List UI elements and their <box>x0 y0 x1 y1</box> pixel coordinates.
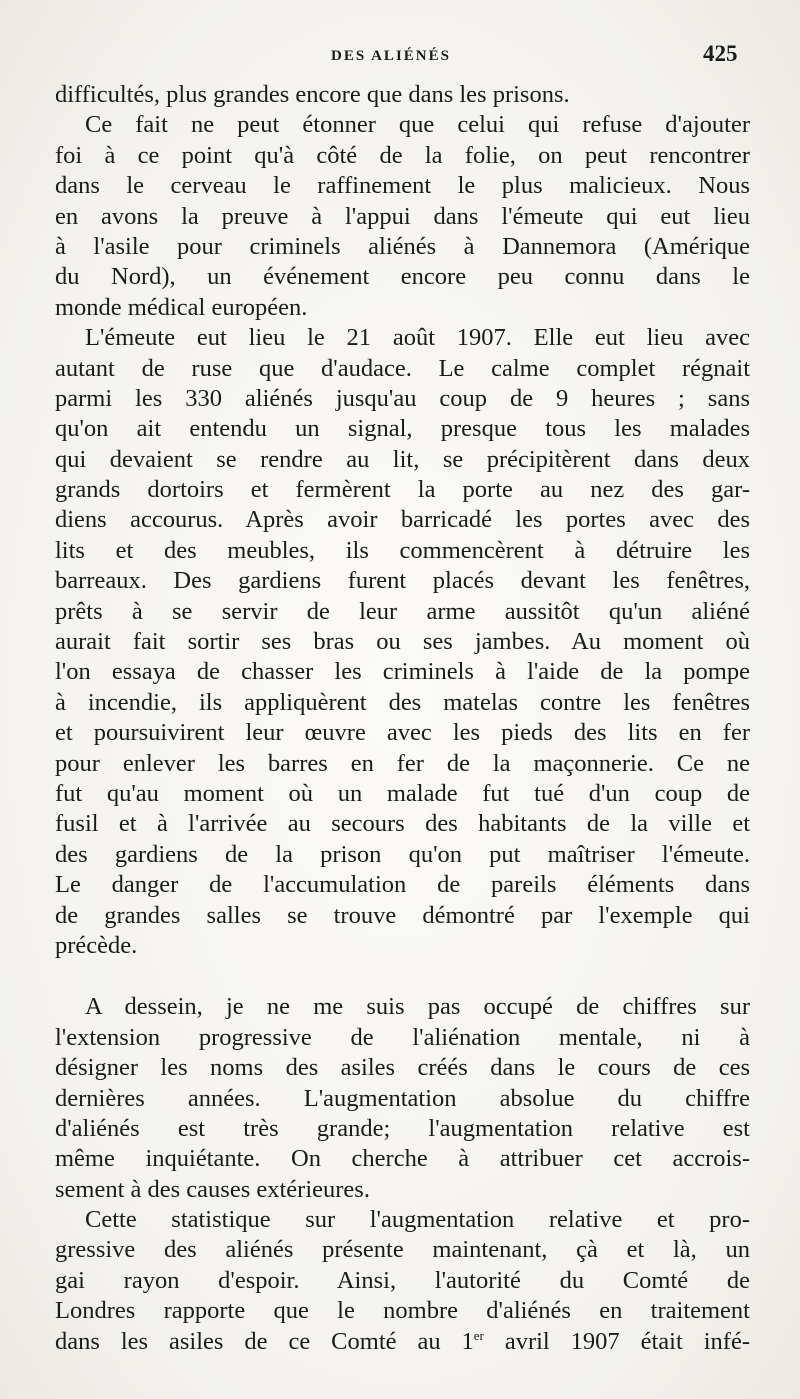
text-line: d'aliénés est très grande; l'augmentation relative est <box>55 1114 750 1142</box>
text-line: et poursuivirent leur œuvre avec les pieds des lits en fer <box>55 719 750 747</box>
text-line: Cette statistique sur l'augmentation relative et pro- <box>85 1206 750 1234</box>
text-line: Ce fait ne peut étonner que celui qui refuse d'ajouter <box>85 111 750 139</box>
text-line: des gardiens de la prison qu'on put maîtriser l'émeute. <box>55 840 750 868</box>
page-number: 425 <box>703 41 738 66</box>
text-fragment: avril 1907 était infé- <box>483 1327 750 1355</box>
text-line: désigner les noms des asiles créés dans le cours de ces <box>55 1054 750 1082</box>
text-line: lits et des meubles, ils commencèrent à détruire les <box>55 536 750 564</box>
text-line: dernières années. L'augmentation absolue du chiffre <box>55 1084 750 1112</box>
text-line: A dessein, je ne me suis pas occupé de chiffres sur <box>85 993 750 1021</box>
text-line: parmi les 330 aliénés jusqu'au coup de 9 heures ; sans <box>55 384 750 412</box>
text-line: qu'on ait entendu un signal, presque tous les malades <box>55 415 750 443</box>
text-line: pour enlever les barres en fer de la maçonnerie. Ce ne <box>55 749 750 777</box>
text-line: autant de ruse que d'audace. Le calme complet régnait <box>55 354 750 382</box>
text-line: fut qu'au moment où un malade fut tué d'un coup de <box>55 779 750 807</box>
text-line: grands dortoirs et fermèrent la porte au nez des gar- <box>55 476 750 504</box>
body-text <box>55 80 750 1357</box>
text-line: en avons la preuve à l'appui dans l'émeute qui eut lieu <box>55 202 750 230</box>
text-line: du Nord), un événement encore peu connu dans le <box>55 263 750 291</box>
text-line: de grandes salles se trouve démontré par l'exemple qui <box>55 901 750 929</box>
text-line: diens accourus. Après avoir barricadé les portes avec des <box>55 506 750 534</box>
text-line: l'extension progressive de l'aliénation mentale, ni à <box>55 1023 750 1051</box>
page-header <box>0 38 800 78</box>
text-line: difficultés, plus grandes encore que dans les prisons. <box>55 81 570 108</box>
text-line: fusil et à l'arrivée au secours des habitants de la ville et <box>55 810 750 838</box>
text-line: gai rayon d'espoir. Ainsi, l'autorité du Comté de <box>55 1266 750 1294</box>
text-line: prêts à se servir de leur arme aussitôt qu'un aliéné <box>55 597 750 625</box>
ordinal-superscript: er <box>473 1327 484 1343</box>
text-line: monde médical européen. <box>55 293 308 321</box>
text-line: dans le cerveau le raffinement le plus malicieux. Nous <box>55 172 750 200</box>
text-line-with-superscript <box>55 1327 750 1357</box>
paragraph-gap <box>55 961 750 992</box>
text-line: Londres rapporte que le nombre d'aliénés en traitement <box>55 1297 750 1325</box>
text-line: précède. <box>55 931 138 959</box>
text-line: à l'asile pour criminels aliénés à Dannemora (Amérique <box>55 232 750 260</box>
text-line: foi à ce point qu'à côté de la folie, on peut rencontrer <box>55 141 750 169</box>
text-line: même inquiétante. On cherche à attribuer cet accrois- <box>55 1145 750 1173</box>
text-line: à incendie, ils appliquèrent des matelas contre les fenêtres <box>55 688 750 716</box>
text-line: Le danger de l'accumulation de pareils éléments dans <box>55 871 750 899</box>
text-line: barreaux. Des gardiens furent placés devant les fenêtres, <box>55 567 750 595</box>
text-line: aurait fait sortir ses bras ou ses jambes. Au moment où <box>55 628 750 656</box>
running-head: DES ALIÉNÉS <box>331 48 451 64</box>
text-line: sement à des causes extérieures. <box>55 1175 370 1203</box>
text-line: gressive des aliénés présente maintenant, çà et là, un <box>55 1236 750 1264</box>
text-fragment: dans les asiles de ce Comté au 1 <box>55 1327 474 1355</box>
text-line: L'émeute eut lieu le 21 août 1907. Elle eut lieu avec <box>85 324 750 352</box>
text-line: l'on essaya de chasser les criminels à l'aide de la pompe <box>55 658 750 686</box>
text-line: qui devaient se rendre au lit, se précipitèrent dans deux <box>55 445 750 473</box>
